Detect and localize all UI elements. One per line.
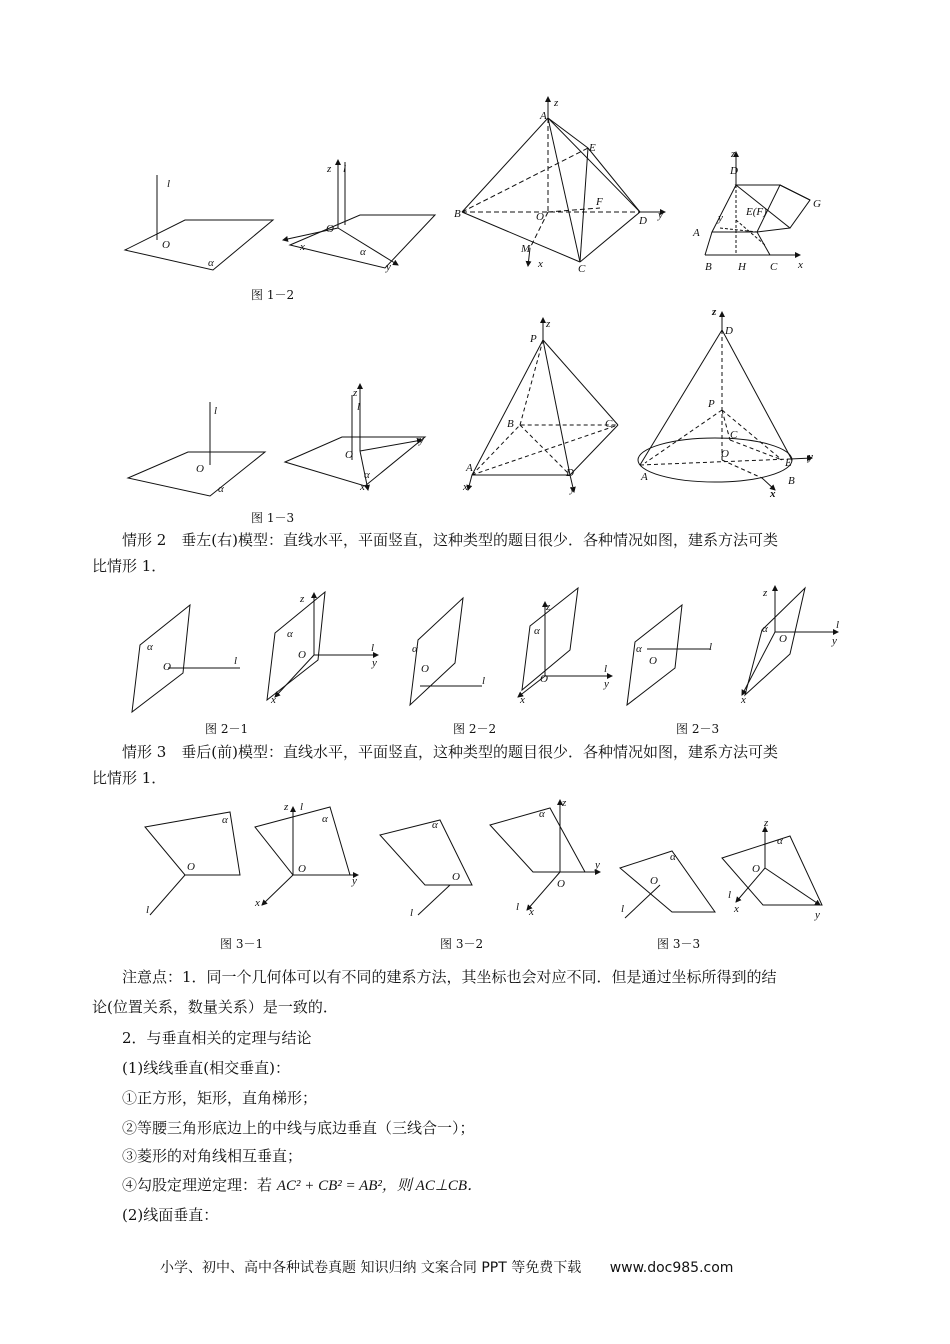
fig2-2-caption: 图 2－2 xyxy=(453,722,497,736)
svg-text:A: A xyxy=(540,110,547,122)
svg-text:O: O xyxy=(345,449,353,461)
fig2-1-caption: 图 2－1 xyxy=(205,722,249,736)
case2-line1: 情形 2 垂左(右)模型：直线水平，平面竖直，这种类型的题目很少．各种情况如图，建系方法可类 xyxy=(122,531,779,549)
svg-text:y: y xyxy=(808,451,813,463)
condition-4-formula: AC² + CB² = AB²，则 AC⊥CB． xyxy=(276,1178,483,1194)
svg-text:l: l xyxy=(482,675,486,687)
fig1-3-caption: 图 1－3 xyxy=(251,511,295,525)
fig1-2-labels xyxy=(162,97,821,275)
fig1-3-c-pyramid xyxy=(468,318,618,492)
svg-text:B: B xyxy=(454,208,461,220)
svg-text:z: z xyxy=(731,148,736,160)
svg-text:l: l xyxy=(300,801,304,813)
fig3-3-a xyxy=(620,851,715,918)
condition-4 xyxy=(122,1174,482,1195)
svg-text:z: z xyxy=(763,587,768,599)
fig1-2-a xyxy=(125,175,273,270)
svg-text:E: E xyxy=(785,457,792,469)
fig1-2-d-prism xyxy=(705,152,810,255)
svg-text:A: A xyxy=(693,227,700,239)
svg-text:O: O xyxy=(536,211,544,223)
fig2-2-b xyxy=(518,588,612,697)
svg-text:B: B xyxy=(705,261,712,273)
svg-text:B: B xyxy=(788,475,795,487)
fig1-3-b xyxy=(285,384,425,490)
svg-text:O: O xyxy=(421,663,429,675)
fig3-2-caption: 图 3－2 xyxy=(440,937,484,951)
svg-text:y: y xyxy=(386,261,391,273)
svg-text:y: y xyxy=(372,657,377,669)
svg-text:x: x xyxy=(770,488,776,500)
sub1-heading: (1)线线垂直(相交垂直)： xyxy=(122,1059,290,1077)
fig1-3-a xyxy=(128,402,265,496)
svg-text:x: x xyxy=(271,694,276,706)
svg-text:C: C xyxy=(730,429,738,441)
svg-text:α: α xyxy=(364,469,370,481)
svg-text:A: A xyxy=(466,462,473,474)
case2-line2: 比情形 1． xyxy=(92,557,167,575)
svg-text:α: α xyxy=(222,814,228,826)
svg-text:D: D xyxy=(566,467,574,479)
svg-text:F: F xyxy=(596,196,603,208)
svg-text:P: P xyxy=(708,398,715,410)
svg-text:A: A xyxy=(641,471,648,483)
fig1-2-c-octahedron xyxy=(462,97,665,266)
svg-text:y: y xyxy=(604,678,609,690)
fig2-3-caption: 图 2－3 xyxy=(676,722,720,736)
svg-text:x: x xyxy=(529,906,534,918)
svg-text:α: α xyxy=(777,835,783,847)
svg-text:α: α xyxy=(762,623,768,635)
svg-text:α: α xyxy=(218,483,224,495)
svg-text:x: x xyxy=(520,694,525,706)
svg-text:z: z xyxy=(300,593,305,605)
svg-text:O: O xyxy=(752,863,760,875)
svg-text:α: α xyxy=(412,643,418,655)
svg-text:x: x xyxy=(463,481,468,493)
footer-text: 小学、初中、高中各种试卷真题 知识归纳 文案合同 PPT 等免费下载 xyxy=(160,1260,582,1276)
svg-text:C: C xyxy=(770,261,778,273)
svg-text:O: O xyxy=(650,875,658,887)
svg-text:M: M xyxy=(521,243,531,255)
condition-4-prefix: ④勾股定理逆定理：若 xyxy=(122,1176,273,1194)
notes-line1: 注意点：1．同一个几何体可以有不同的建系方法，其坐标也会对应不同．但是通过坐标所得到的结 xyxy=(122,968,777,986)
svg-text:l: l xyxy=(604,663,608,675)
svg-text:l: l xyxy=(410,907,414,919)
svg-text:α: α xyxy=(636,643,642,655)
fig2-2-a xyxy=(410,598,482,705)
svg-text:y: y xyxy=(718,212,723,224)
svg-text:α: α xyxy=(287,628,293,640)
svg-text:O: O xyxy=(452,871,460,883)
svg-text:x: x xyxy=(300,241,305,253)
svg-text:α: α xyxy=(147,641,153,653)
case3-line2: 比情形 1． xyxy=(92,769,167,787)
svg-text:O: O xyxy=(326,223,334,235)
fig2-3-b xyxy=(742,586,838,695)
condition-2: ②等腰三角形底边上的中线与底边垂直（三线合一）； xyxy=(122,1119,475,1137)
fig1-2-b xyxy=(283,160,435,268)
svg-text:α: α xyxy=(539,808,545,820)
svg-text:x: x xyxy=(798,259,803,271)
svg-text:z: z xyxy=(712,306,717,318)
svg-text:O: O xyxy=(298,649,306,661)
svg-text:H: H xyxy=(738,261,746,273)
svg-text:y: y xyxy=(658,209,663,221)
svg-text:l: l xyxy=(343,163,347,175)
svg-text:x: x xyxy=(255,897,260,909)
svg-text:C: C xyxy=(605,418,613,430)
fig3-1-b xyxy=(255,807,358,905)
svg-text:G: G xyxy=(813,198,821,210)
svg-text:l: l xyxy=(709,641,713,653)
svg-text:O: O xyxy=(721,448,729,460)
svg-text:α: α xyxy=(322,813,328,825)
svg-text:α: α xyxy=(534,625,540,637)
svg-text:y: y xyxy=(352,875,357,887)
svg-text:O: O xyxy=(196,463,204,475)
svg-text:O: O xyxy=(779,633,787,645)
condition-3: ③菱形的对角线相互垂直； xyxy=(122,1147,303,1165)
fig3-2-a xyxy=(380,820,472,915)
svg-text:O: O xyxy=(649,655,657,667)
page-footer xyxy=(160,1257,733,1277)
svg-text:α: α xyxy=(208,257,214,269)
notes-line2: 论(位置关系，数量关系）是一致的． xyxy=(92,998,338,1016)
svg-text:E(F): E(F) xyxy=(746,206,767,218)
fig1-2-caption: 图 1－2 xyxy=(251,288,295,302)
fig3-3-b xyxy=(722,827,822,905)
svg-text:l: l xyxy=(371,642,375,654)
svg-text:l: l xyxy=(621,903,625,915)
item2-heading: 2．与垂直相关的定理与结论 xyxy=(122,1029,312,1047)
svg-text:D: D xyxy=(725,325,733,337)
fig2-labels xyxy=(147,587,839,706)
svg-text:l: l xyxy=(146,904,150,916)
fig2-3-a xyxy=(627,605,713,705)
svg-text:l: l xyxy=(214,405,218,417)
svg-text:C: C xyxy=(578,263,586,275)
svg-text:x: x xyxy=(741,694,746,706)
svg-text:y: y xyxy=(815,909,820,921)
svg-text:P: P xyxy=(530,333,537,345)
footer-url[interactable]: www.doc985.com xyxy=(609,1260,734,1276)
sub2-heading: (2)线面垂直： xyxy=(122,1206,219,1224)
svg-text:l: l xyxy=(836,619,840,631)
svg-text:O: O xyxy=(557,878,565,890)
svg-text:l: l xyxy=(167,178,171,190)
fig3-1-caption: 图 3－1 xyxy=(220,937,264,951)
svg-text:O: O xyxy=(298,863,306,875)
svg-text:O: O xyxy=(540,673,548,685)
svg-text:α: α xyxy=(670,851,676,863)
svg-text:l: l xyxy=(516,901,520,913)
svg-text:E: E xyxy=(589,142,596,154)
svg-text:z: z xyxy=(546,318,551,330)
svg-text:B: B xyxy=(507,418,514,430)
svg-text:z: z xyxy=(562,797,567,809)
fig2-1-b xyxy=(267,592,378,700)
svg-text:O: O xyxy=(162,239,170,251)
svg-text:α: α xyxy=(360,246,366,258)
fig3-3-caption: 图 3－3 xyxy=(657,937,701,951)
case2-paragraph xyxy=(92,527,862,579)
case3-line1: 情形 3 垂后(前)模型：直线水平，平面竖直，这种类型的题目很少．各种情况如图，建系方法可类 xyxy=(122,743,779,761)
svg-text:l: l xyxy=(728,889,732,901)
svg-text:α: α xyxy=(432,819,438,831)
condition-1: ①正方形，矩形，直角梯形； xyxy=(122,1089,318,1107)
svg-text:y: y xyxy=(595,859,600,871)
svg-text:z: z xyxy=(284,801,289,813)
fig2-1-a xyxy=(132,605,240,712)
svg-text:D: D xyxy=(639,215,647,227)
svg-text:x: x xyxy=(360,481,365,493)
svg-text:y: y xyxy=(570,483,575,495)
svg-text:z: z xyxy=(764,817,769,829)
svg-text:y: y xyxy=(832,635,837,647)
svg-text:z: z xyxy=(353,387,358,399)
svg-text:O: O xyxy=(187,861,195,873)
fig3-labels xyxy=(146,797,820,921)
fig3-2-b xyxy=(490,800,600,910)
svg-text:x: x xyxy=(734,903,739,915)
svg-text:y: y xyxy=(419,434,424,446)
svg-text:z: z xyxy=(546,601,551,613)
svg-text:x: x xyxy=(538,258,543,270)
svg-text:l: l xyxy=(357,401,361,413)
notes-paragraph xyxy=(92,962,862,1022)
svg-text:z: z xyxy=(554,97,559,109)
svg-text:D: D xyxy=(730,165,738,177)
svg-text:l: l xyxy=(234,655,238,667)
fig1-3-labels xyxy=(196,306,813,500)
svg-text:O: O xyxy=(163,661,171,673)
svg-text:z: z xyxy=(327,163,332,175)
case3-paragraph xyxy=(92,739,862,791)
